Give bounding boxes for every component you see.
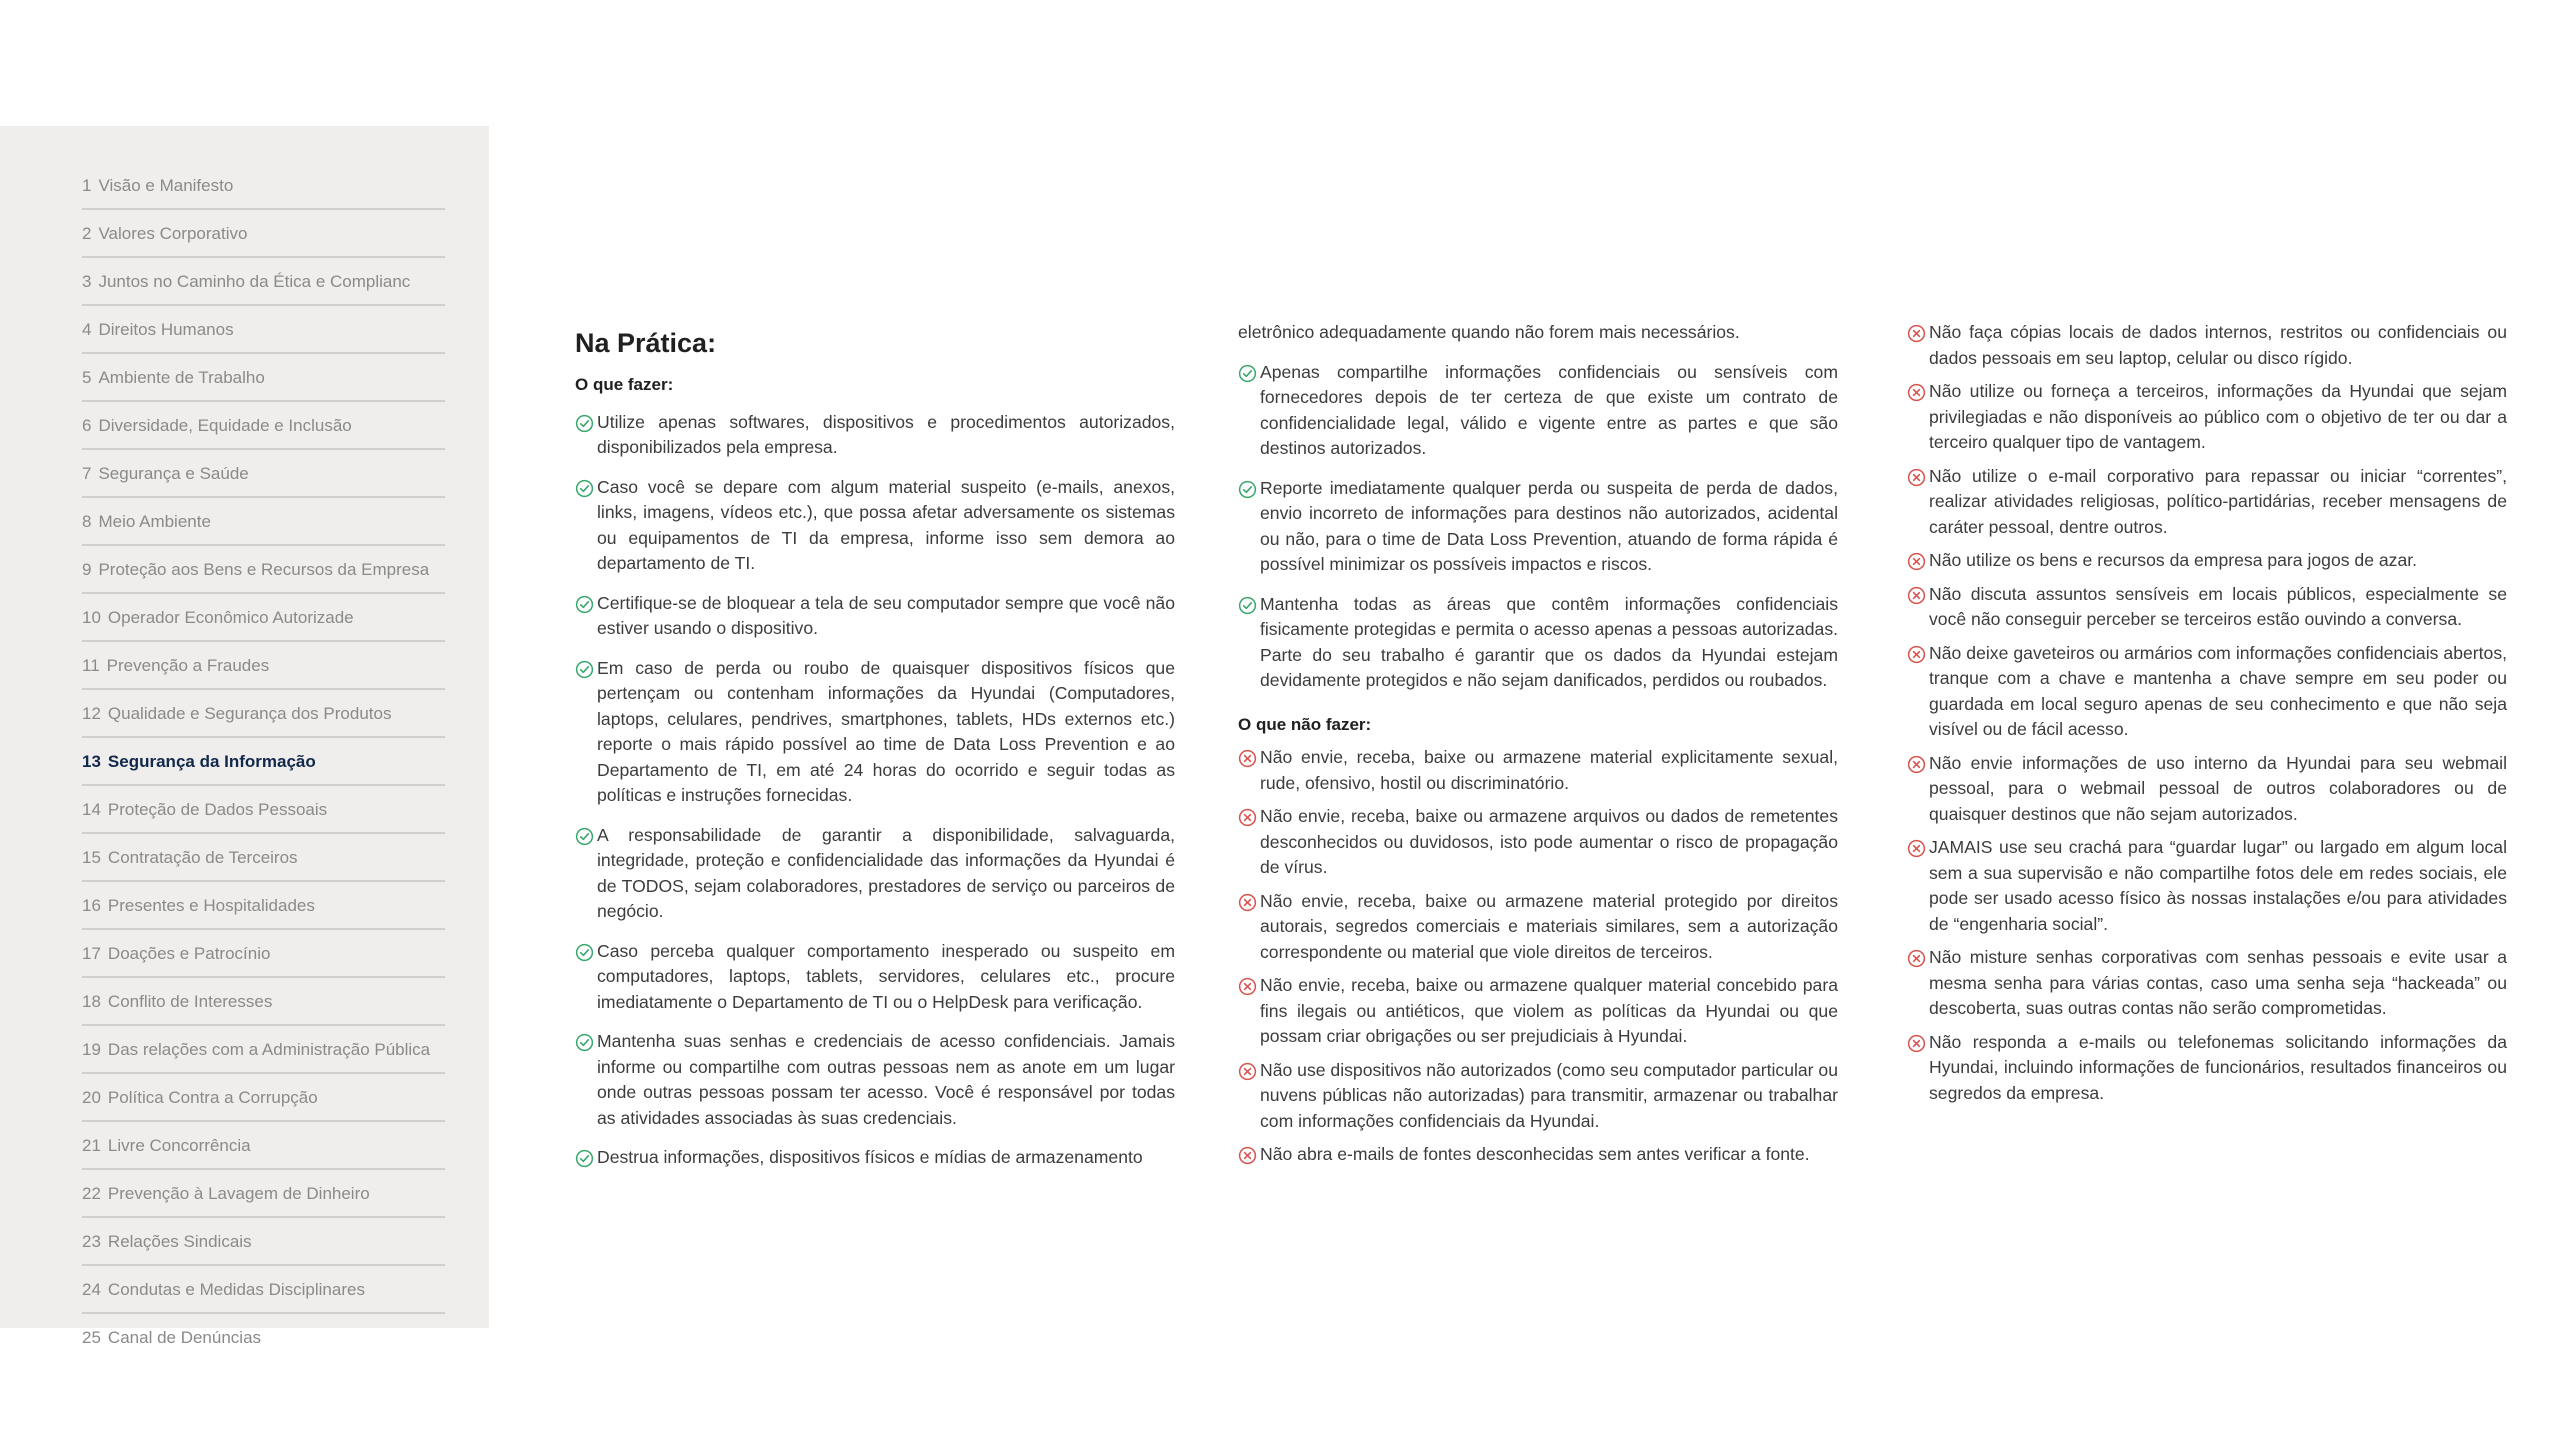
toc-item-number: 9 <box>82 560 92 579</box>
toc-item[interactable] <box>82 498 445 546</box>
toc-item-number: 1 <box>82 176 92 195</box>
toc-item[interactable] <box>82 1074 445 1122</box>
dont-item <box>1907 379 2507 456</box>
toc-sidebar <box>0 126 489 1347</box>
x-circle-icon <box>1238 808 1257 827</box>
do-item <box>575 656 1175 809</box>
toc-item-label: Juntos no Caminho da Ética e Complianc <box>98 272 411 291</box>
do-item <box>575 591 1175 642</box>
x-circle-icon <box>1238 749 1257 768</box>
toc-item-number: 11 <box>82 656 100 675</box>
toc-item[interactable] <box>82 1170 445 1218</box>
item-text: A responsabilidade de garantir a disponibilidade, salvaguarda, integridade, proteção e confidencialidade das informações da Hyundai é de TODOS, sejam colaboradores, prestadores de serviço ou parceiros de negócio. <box>597 824 1175 921</box>
toc-item[interactable] <box>82 402 445 450</box>
check-circle-icon <box>1238 480 1257 499</box>
dont-item <box>1907 835 2507 937</box>
item-text: Não use dispositivos não autorizados (como seu computador particular ou nuvens públicas não autorizadas) para transmitir, armazenar ou trabalhar com informações confidenciais da Hyundai. <box>1260 1059 1838 1131</box>
dont-item <box>1907 320 2507 371</box>
toc-item-number: 17 <box>82 944 101 963</box>
item-text: Não abra e-mails de fontes desconhecidas sem antes verificar a fonte. <box>1260 1144 1810 1164</box>
x-circle-icon <box>1238 1146 1257 1165</box>
toc-item[interactable] <box>82 978 445 1026</box>
toc-item-number: 6 <box>82 416 92 435</box>
dont-item <box>1907 548 2507 574</box>
toc-item-label: Relações Sindicais <box>107 1232 252 1251</box>
dont-item <box>1238 745 1838 796</box>
do-item <box>1238 476 1838 578</box>
toc-item-number: 20 <box>82 1088 101 1107</box>
toc-item-label: Ambiente de Trabalho <box>98 368 265 387</box>
toc-item-number: 16 <box>82 896 101 915</box>
item-text: Mantenha suas senhas e credenciais de acesso confidenciais. Jamais informe ou compartilhe com outras pessoas nem as anote em um lugar onde outras pessoas possam ter acesso. Você é responsável por todas as atividades associadas às suas credenciais. <box>597 1031 1175 1128</box>
x-circle-icon <box>1907 552 1926 571</box>
item-text: Não envie, receba, baixe ou armazene material explicitamente sexual, rude, ofensivo, hostil ou discriminatório. <box>1260 747 1838 793</box>
toc-item[interactable] <box>82 354 445 402</box>
dont-item <box>1238 889 1838 966</box>
toc-item-number: 4 <box>82 320 92 339</box>
check-circle-icon <box>575 943 594 962</box>
do-item <box>575 1029 1175 1131</box>
dont-item <box>1907 945 2507 1022</box>
x-circle-icon <box>1907 949 1926 968</box>
toc-item-label: Segurança e Saúde <box>98 464 249 483</box>
dont-list <box>1238 745 1838 1168</box>
x-circle-icon <box>1907 839 1926 858</box>
dont-item <box>1907 582 2507 633</box>
toc-item-number: 8 <box>82 512 92 531</box>
toc-item-label: Canal de Denúncias <box>107 1328 262 1347</box>
toc-item[interactable] <box>82 162 445 210</box>
item-text: Não utilize o e-mail corporativo para repassar ou iniciar “correntes”, realizar atividades religiosas, político-partidárias, receber mensagens de caráter pessoal, dentre outros. <box>1929 465 2507 537</box>
item-text: Não envie, receba, baixe ou armazene arquivos ou dados de remetentes desconhecidos ou duvidosos, isto pode aumentar o risco de propagação de vírus. <box>1260 806 1838 877</box>
x-circle-icon <box>1907 755 1926 774</box>
toc-item-label: Visão e Manifesto <box>98 176 234 195</box>
x-circle-icon <box>1907 468 1926 487</box>
toc-item-number: 21 <box>82 1136 101 1155</box>
toc-item-number: 12 <box>82 704 101 723</box>
content-column-2 <box>1238 320 1838 1176</box>
toc-item[interactable] <box>82 786 445 834</box>
item-text: Não discuta assuntos sensíveis em locais públicos, especialmente se você não conseguir perceber se terceiros estão ouvindo a conversa. <box>1929 583 2507 629</box>
toc-item-number: 7 <box>82 464 92 483</box>
do-list <box>575 410 1175 1171</box>
toc-item[interactable] <box>82 546 445 594</box>
item-text: Não utilize os bens e recursos da empresa para jogos de azar. <box>1929 550 2418 570</box>
item-text: Não responda a e-mails ou telefonemas solicitando informações da Hyundai, incluindo informações de funcionários, resultados financeiros ou segredos da empresa. <box>1929 1031 2507 1103</box>
item-text: Não deixe gaveteiros ou armários com informações confidenciais abertos, tranque com a chave e mantenha a chave sempre em seu poder ou guardada em local seguro apenas de seu conhecimento e que não seja visível ou de fácil acesso. <box>1929 642 2507 739</box>
toc-item-label: Presentes e Hospitalidades <box>107 896 315 915</box>
dont-item <box>1238 973 1838 1050</box>
toc-item-label: Proteção de Dados Pessoais <box>107 800 328 819</box>
toc-item[interactable] <box>82 450 445 498</box>
dont-item <box>1907 751 2507 828</box>
toc-item-label: Diversidade, Equidade e Inclusão <box>98 416 352 435</box>
item-text: Caso perceba qualquer comportamento inesperado ou suspeito em computadores, laptops, tablets, servidores, celulares etc., procure imediatamente o Departamento de TI ou o HelpDesk para verificação. <box>597 940 1175 1012</box>
x-circle-icon <box>1238 893 1257 912</box>
toc-item[interactable] <box>82 738 445 786</box>
check-circle-icon <box>1238 364 1257 383</box>
check-circle-icon <box>575 414 594 433</box>
continuation-text: eletrônico adequadamente quando não forem mais necessários. <box>1238 322 1740 342</box>
toc-item[interactable] <box>82 594 445 642</box>
item-text: Caso você se depare com algum material suspeito (e-mails, anexos, links, imagens, vídeos etc.), que possa afetar adversamente os sistemas ou equipamentos de TI da empresa, informe isso sem demora ao departamento de TI. <box>597 476 1175 573</box>
toc-list <box>82 162 445 1360</box>
toc-item[interactable] <box>82 306 445 354</box>
do-item <box>1238 360 1838 462</box>
item-text: Apenas compartilhe informações confidenciais ou sensíveis com fornecedores depois de ter certeza de que existe um contrato de confidencialidade legal, válido e vigente entre as partes e que são destinos autorizados. <box>1260 361 1838 458</box>
x-circle-icon <box>1238 977 1257 996</box>
toc-item-number: 22 <box>82 1184 101 1203</box>
toc-item[interactable] <box>82 930 445 978</box>
item-text: Reporte imediatamente qualquer perda ou suspeita de perda de dados, envio incorreto de informações para destinos não autorizados, acidental ou não, para o time de Data Loss Prevention, atuando de forma rápida é possível minimizar os possíveis impactos e riscos. <box>1260 477 1838 574</box>
content-column-3 <box>1907 320 2507 1114</box>
do-item <box>575 939 1175 1016</box>
toc-item-number: 24 <box>82 1280 101 1299</box>
check-circle-icon <box>575 479 594 498</box>
toc-item[interactable] <box>82 1122 445 1170</box>
toc-item-number: 2 <box>82 224 92 243</box>
toc-item-number: 23 <box>82 1232 101 1251</box>
toc-item[interactable] <box>82 642 445 690</box>
x-circle-icon <box>1907 324 1926 343</box>
check-circle-icon <box>575 1033 594 1052</box>
toc-item-label: Livre Concorrência <box>107 1136 251 1155</box>
toc-item-label: Operador Econômico Autorizade <box>107 608 354 627</box>
check-circle-icon <box>575 1149 594 1168</box>
toc-item-number: 15 <box>82 848 101 867</box>
x-circle-icon <box>1907 1034 1926 1053</box>
check-circle-icon <box>1238 596 1257 615</box>
do-list-continued <box>1238 360 1838 694</box>
item-text: Não envie, receba, baixe ou armazene material protegido por direitos autorais, segredos comerciais e materiais similares, sem a autorização correspondente ou material que viole direitos de terceiros. <box>1260 890 1838 962</box>
toc-item-label: Contratação de Terceiros <box>107 848 298 867</box>
dont-item <box>1907 464 2507 541</box>
item-text: JAMAIS use seu crachá para “guardar lugar” ou largado em algum local sem a sua supervisão e não compartilhe fotos dele em redes sociais, ele pode ser usado acesso físico às nossas instalações e/ou para atividades de “engenharia social”. <box>1929 837 2507 934</box>
item-text: Não utilize ou forneça a terceiros, informações da Hyundai que sejam privilegiadas e não disponíveis ao público com o objetivo de ter ou dar a terceiro qualquer tipo de vantagem. <box>1929 381 2507 452</box>
dont-item <box>1238 1142 1838 1168</box>
toc-item-number: 19 <box>82 1040 101 1059</box>
toc-item-label: Conflito de Interesses <box>107 992 273 1011</box>
toc-item[interactable] <box>82 258 445 306</box>
item-text: Não misture senhas corporativas com senhas pessoais e evite usar a mesma senha para várias contas, caso uma senha seja “hackeada” ou descoberta, suas outras contas não serão comprometidas. <box>1929 947 2507 1018</box>
toc-item-number: 13 <box>82 752 101 771</box>
toc-item-label: Segurança da Informação <box>107 752 316 771</box>
do-item <box>1238 592 1838 694</box>
item-text: Não envie, receba, baixe ou armazene qualquer material concebido para fins ilegais ou antiéticos, que violem as políticas da Hyundai ou que possam criar obrigações ou ser prejudiciais à Hyundai. <box>1260 975 1838 1046</box>
item-text: Mantenha todas as áreas que contêm informações confidenciais fisicamente protegidas e permita o acesso apenas a pessoas autorizadas. Parte do seu trabalho é garantir que os dados da Hyundai estejam devidamente protegidos e não sejam danificados, perdidos ou roubados. <box>1260 593 1838 690</box>
item-text: Destrua informações, dispositivos físicos e mídias de armazenamento <box>597 1147 1143 1167</box>
x-circle-icon <box>1907 383 1926 402</box>
check-circle-icon <box>575 660 594 679</box>
toc-item-label: Qualidade e Segurança dos Produtos <box>107 704 392 723</box>
toc-item-label: Direitos Humanos <box>98 320 234 339</box>
toc-item-number: 14 <box>82 800 101 819</box>
toc-item[interactable] <box>82 210 445 258</box>
toc-item-label: Valores Corporativo <box>98 224 248 243</box>
toc-item-label: Prevenção à Lavagem de Dinheiro <box>107 1184 370 1203</box>
toc-item[interactable] <box>82 690 445 738</box>
do-item <box>575 475 1175 577</box>
toc-item[interactable] <box>82 834 445 882</box>
x-circle-icon <box>1907 586 1926 605</box>
toc-item[interactable] <box>82 1266 445 1314</box>
toc-item[interactable] <box>82 1314 445 1360</box>
do-item <box>575 1145 1175 1171</box>
page-title: Na Prática: <box>575 328 717 358</box>
item-text: Certifique-se de bloquear a tela de seu computador sempre que você não estiver usando o dispositivo. <box>597 592 1175 638</box>
toc-item[interactable] <box>82 1026 445 1074</box>
dont-item <box>1907 1030 2507 1107</box>
x-circle-icon <box>1907 645 1926 664</box>
toc-item-number: 5 <box>82 368 92 387</box>
toc-item-label: Doações e Patrocínio <box>107 944 271 963</box>
toc-item-label: Proteção aos Bens e Recursos da Empresa <box>98 560 430 579</box>
toc-item[interactable] <box>82 1218 445 1266</box>
toc-item-label: Das relações com a Administração Pública <box>107 1040 431 1059</box>
content-column-1 <box>575 320 1175 1185</box>
item-text: Não envie informações de uso interno da Hyundai para seu webmail pessoal, para o webmail pessoal de outros colaboradores ou de quaisquer destinos que não sejam autorizados. <box>1929 752 2507 824</box>
check-circle-icon <box>575 827 594 846</box>
item-text: Não faça cópias locais de dados internos, restritos ou confidenciais ou dados pessoais em seu laptop, celular ou disco rígido. <box>1929 322 2507 368</box>
do-item <box>575 823 1175 925</box>
check-circle-icon <box>575 595 594 614</box>
toc-item-number: 18 <box>82 992 101 1011</box>
toc-item-number: 10 <box>82 608 101 627</box>
toc-item-label: Meio Ambiente <box>98 512 211 531</box>
do-heading: O que fazer: <box>575 375 674 394</box>
toc-item-label: Política Contra a Corrupção <box>107 1088 318 1107</box>
dont-item <box>1907 641 2507 743</box>
item-text: Em caso de perda ou roubo de quaisquer dispositivos físicos que pertençam ou contenham informações da Hyundai (Computadores, laptops, celulares, pendrives, smartphones, tablets, HDs externos etc.) reporte o mais rápido possível ao time de Data Loss Prevention e ao Departamento de TI, em até 24 horas do ocorrido e seguir todas as políticas e instruções fornecidas. <box>597 657 1175 805</box>
dont-item <box>1238 804 1838 881</box>
toc-item-label: Prevenção a Fraudes <box>106 656 270 675</box>
dont-item <box>1238 1058 1838 1135</box>
toc-item-number: 25 <box>82 1328 101 1347</box>
toc-item-number: 3 <box>82 272 92 291</box>
toc-item-label: Condutas e Medidas Disciplinares <box>107 1280 365 1299</box>
x-circle-icon <box>1238 1062 1257 1081</box>
dont-list-continued <box>1907 320 2507 1106</box>
dont-heading: O que não fazer: <box>1238 714 1372 734</box>
toc-item[interactable] <box>82 882 445 930</box>
do-item <box>575 410 1175 461</box>
item-text: Utilize apenas softwares, dispositivos e procedimentos autorizados, disponibilizados pela empresa. <box>597 411 1175 457</box>
